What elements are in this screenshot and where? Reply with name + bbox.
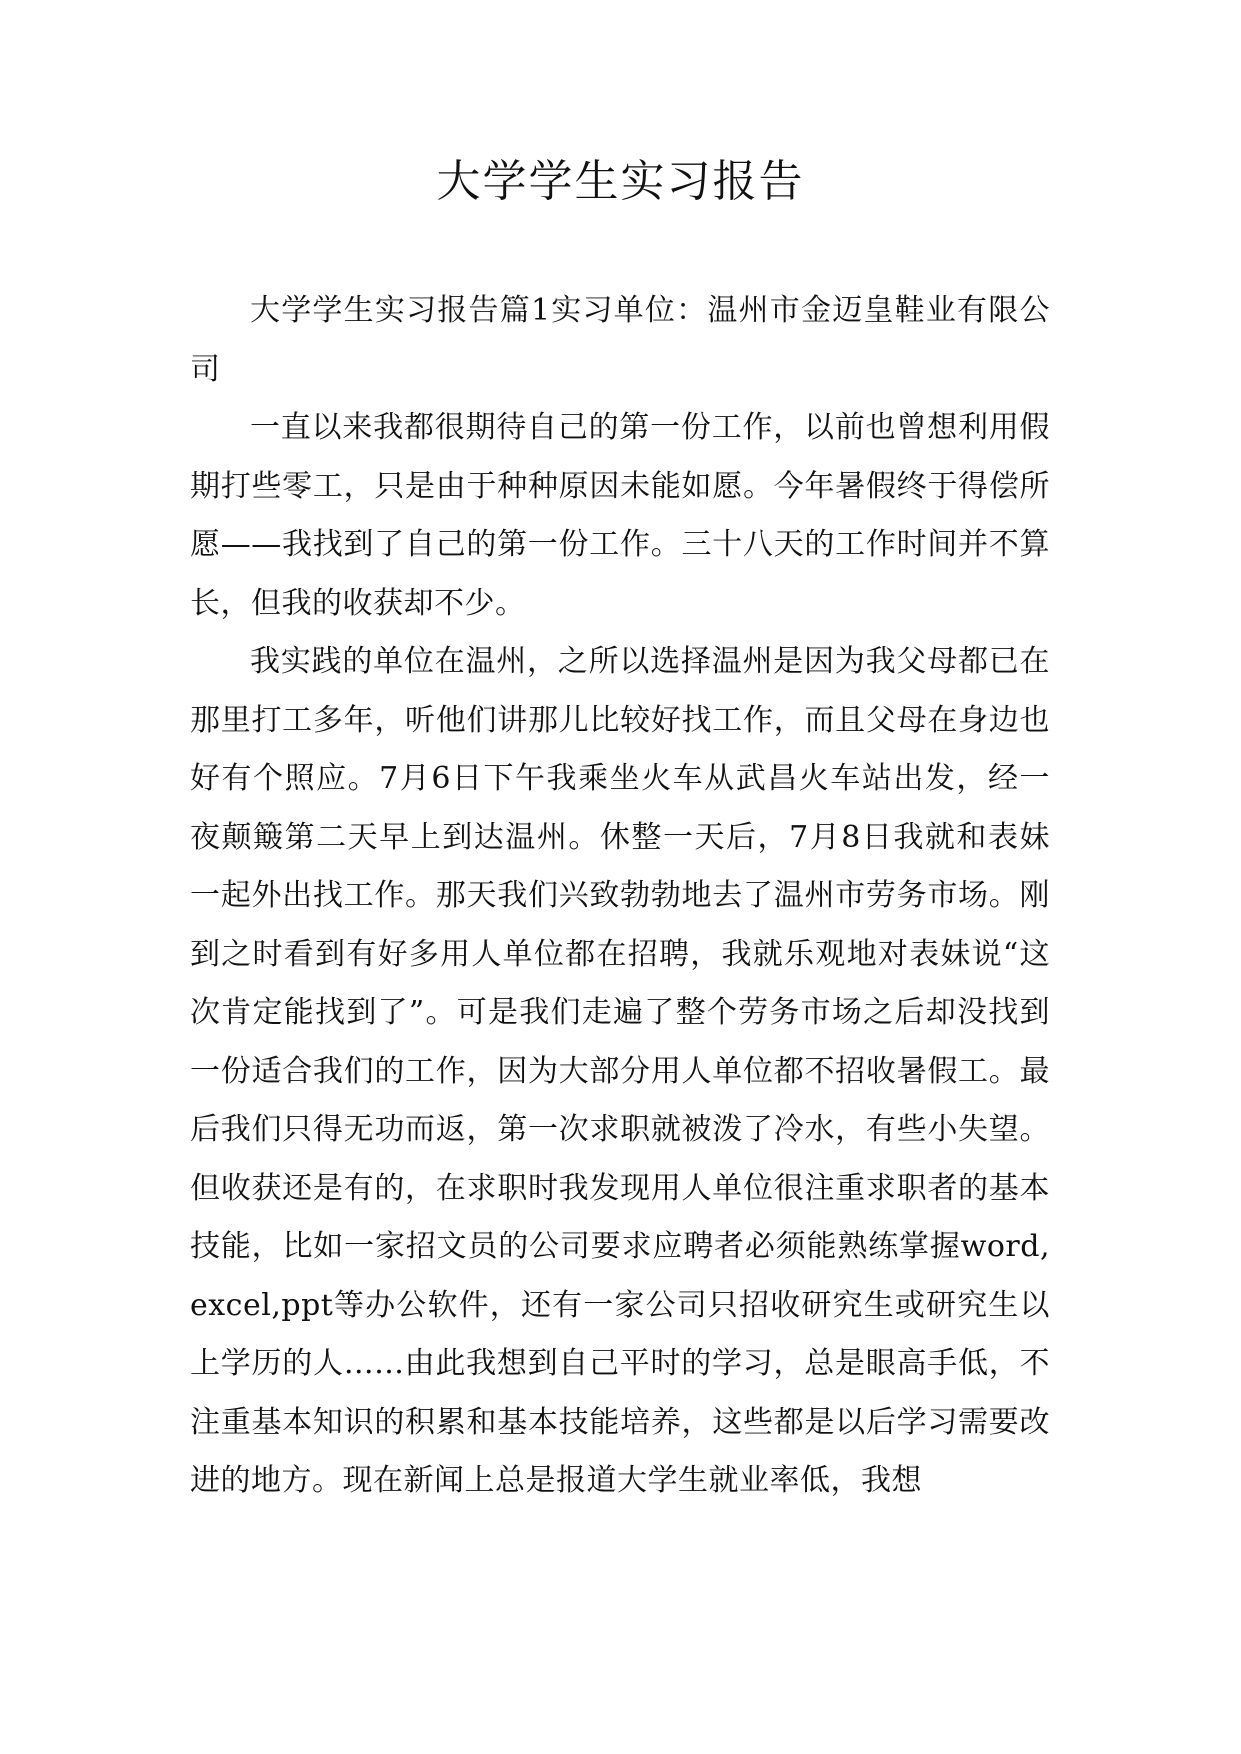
paragraph-intro: 大学学生实习报告篇1实习单位：温州市金迈皇鞋业有限公司	[190, 293, 1050, 387]
paragraph-first-job: 一直以来我都很期待自己的第一份工作，以前也曾想利用假期打些零工，只是由于种种原因未能如愿。今年暑假终于得偿所愿——我找到了自己的第一份工作。三十八天的工作时间并不算长，但我的收获却不少。	[190, 410, 1050, 621]
paragraph-wenzhou: 我实践的单位在温州，之所以选择温州是因为我父母都已在那里打工多年，听他们讲那儿比较好找工作，而且父母在身边也好有个照应。7月6日下午我乘坐火车从武昌火车站出发，经一夜颠簸第二天早上到达温州。休整一天后，7月8日我就和表妹一起外出找工作。那天我们兴致勃勃地去了温州市劳务市场。刚到之时看到有好多用人单位都在招聘，我就乐观地对表妹说“这次肯定能找到了”。可是我们走遍了整个劳务市场之后却没找到一份适合我们的工作，因为大部分用人单位都不招收暑假工。最后我们只得无功而返，第一次求职就被泼了冷水，有些小失望。但收获还是有的，在求职时我发现用人单位很注重求职者的基本技能，比如一家招文员的公司要求应聘者必须能熟练掌握word,excel,ppt等办公软件，还有一家公司只招收研究生或研究生以上学历的人…...由此我想到自己平时的学习，总是眼高手低，不注重基本知识的积累和基本技能培养，这些都是以后学习需要改进的地方。现在新闻上总是报道大学生就业率低，我想	[190, 644, 1050, 1498]
document-body	[190, 282, 1050, 1511]
document-title: 大学学生实习报告	[436, 156, 805, 207]
